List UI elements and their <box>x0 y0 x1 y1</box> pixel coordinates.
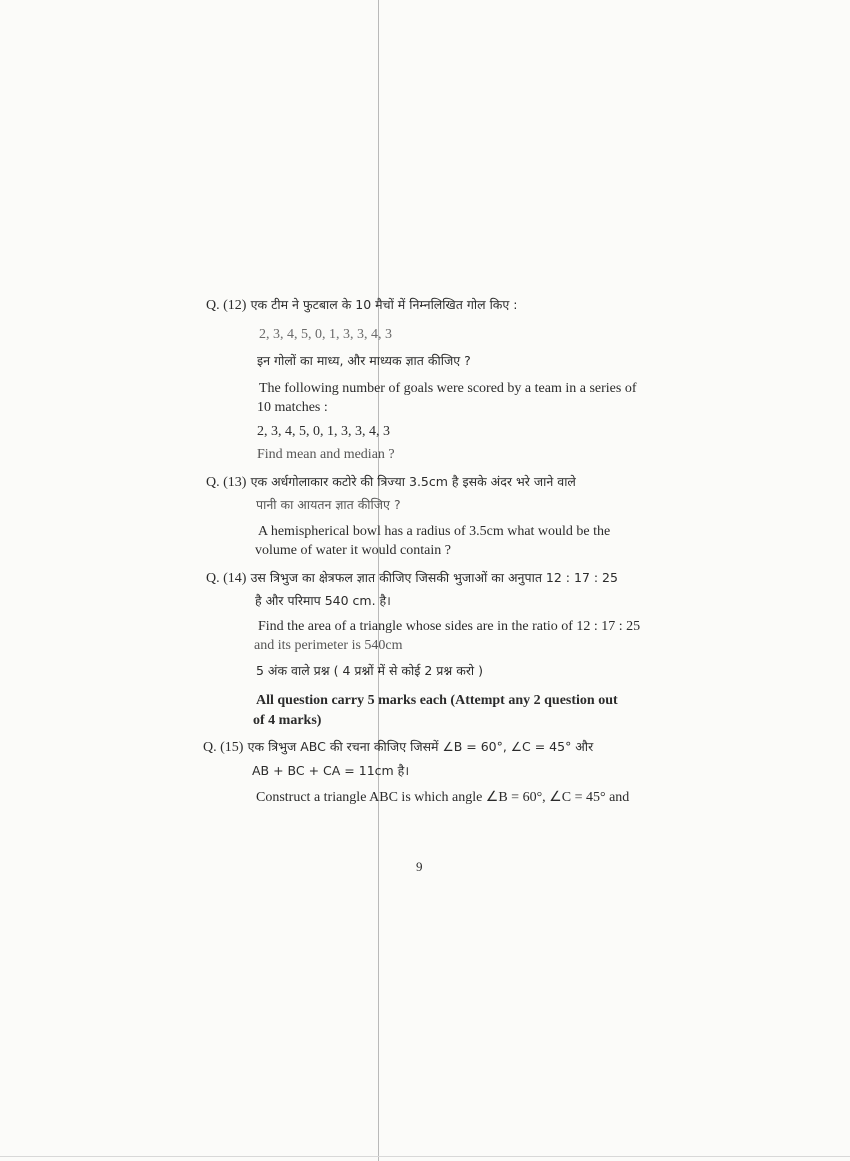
q14-hindi-1: उस त्रिभुज का क्षेत्रफल ज्ञात कीजिए जिसकी भुजाओं का अनुपात 12 : 17 : 25 <box>250 570 618 585</box>
section-hindi: 5 अंक वाले प्रश्न ( 4 प्रश्नों में से कोई 2 प्रश्न करो ) <box>256 663 484 678</box>
page-bottom-edge <box>0 1156 850 1157</box>
q12-hindi-line <box>206 296 518 315</box>
q14-hindi-line-1 <box>206 569 618 588</box>
q15-english-1: Construct a triangle ABC is which angle ∠B = 60°, ∠C = 45° and <box>256 790 630 805</box>
q12-ask-hindi: इन गोलों का माध्य, और माध्यक ज्ञात कीजिए ? <box>257 353 471 368</box>
q12-ask-english: Find mean and median ? <box>257 447 395 462</box>
q15-hindi-line-1 <box>203 738 593 757</box>
q14-hindi-2-line <box>255 592 391 611</box>
q12-number: Q. (12) <box>206 298 247 313</box>
q12-data-english: 2, 3, 4, 5, 0, 1, 3, 3, 4, 3 <box>257 424 390 439</box>
q13-number: Q. (13) <box>206 475 247 490</box>
q12-hindi: एक टीम ने फुटबाल के 10 मैचों में निम्नलिखित गोल किए : <box>250 297 518 312</box>
q14-english-1: Find the area of a triangle whose sides are in the ratio of 12 : 17 : 25 <box>258 619 641 634</box>
section-english-1: All question carry 5 marks each (Attempt any 2 question out <box>256 693 618 708</box>
q12-english-1: The following number of goals were scored by a team in a series of <box>259 381 637 396</box>
section-english-2: of 4 marks) <box>253 713 322 728</box>
q13-hindi-1: एक अर्धगोलाकार कटोरे की त्रिज्या 3.5cm है इसके अंदर भरे जाने वाले <box>250 474 576 489</box>
q13-hindi-line-1 <box>206 473 576 492</box>
q15-hindi-2: AB + BC + CA = 11cm है। <box>252 763 410 778</box>
q15-hindi-2-line <box>252 762 409 781</box>
q13-english-1: A hemispherical bowl has a radius of 3.5cm what would be the <box>258 524 611 539</box>
q12-english-2: 10 matches : <box>257 400 328 415</box>
q12-data-hindi: 2, 3, 4, 5, 0, 1, 3, 3, 4, 3 <box>259 327 392 342</box>
q13-english-2: volume of water it would contain ? <box>255 543 451 558</box>
q14-number: Q. (14) <box>206 571 247 586</box>
q13-hindi-2: पानी का आयतन ज्ञात कीजिए ? <box>256 497 401 512</box>
q15-hindi-1: एक त्रिभुज ABC की रचना कीजिए जिसमें ∠B = 60°, ∠C = 45° और <box>247 739 594 754</box>
q14-english-2: and its perimeter is 540cm <box>254 638 403 653</box>
q15-number: Q. (15) <box>203 740 244 755</box>
page-number: 9 <box>416 859 423 874</box>
q14-hindi-2: है और परिमाप 540 cm. है। <box>255 593 391 608</box>
